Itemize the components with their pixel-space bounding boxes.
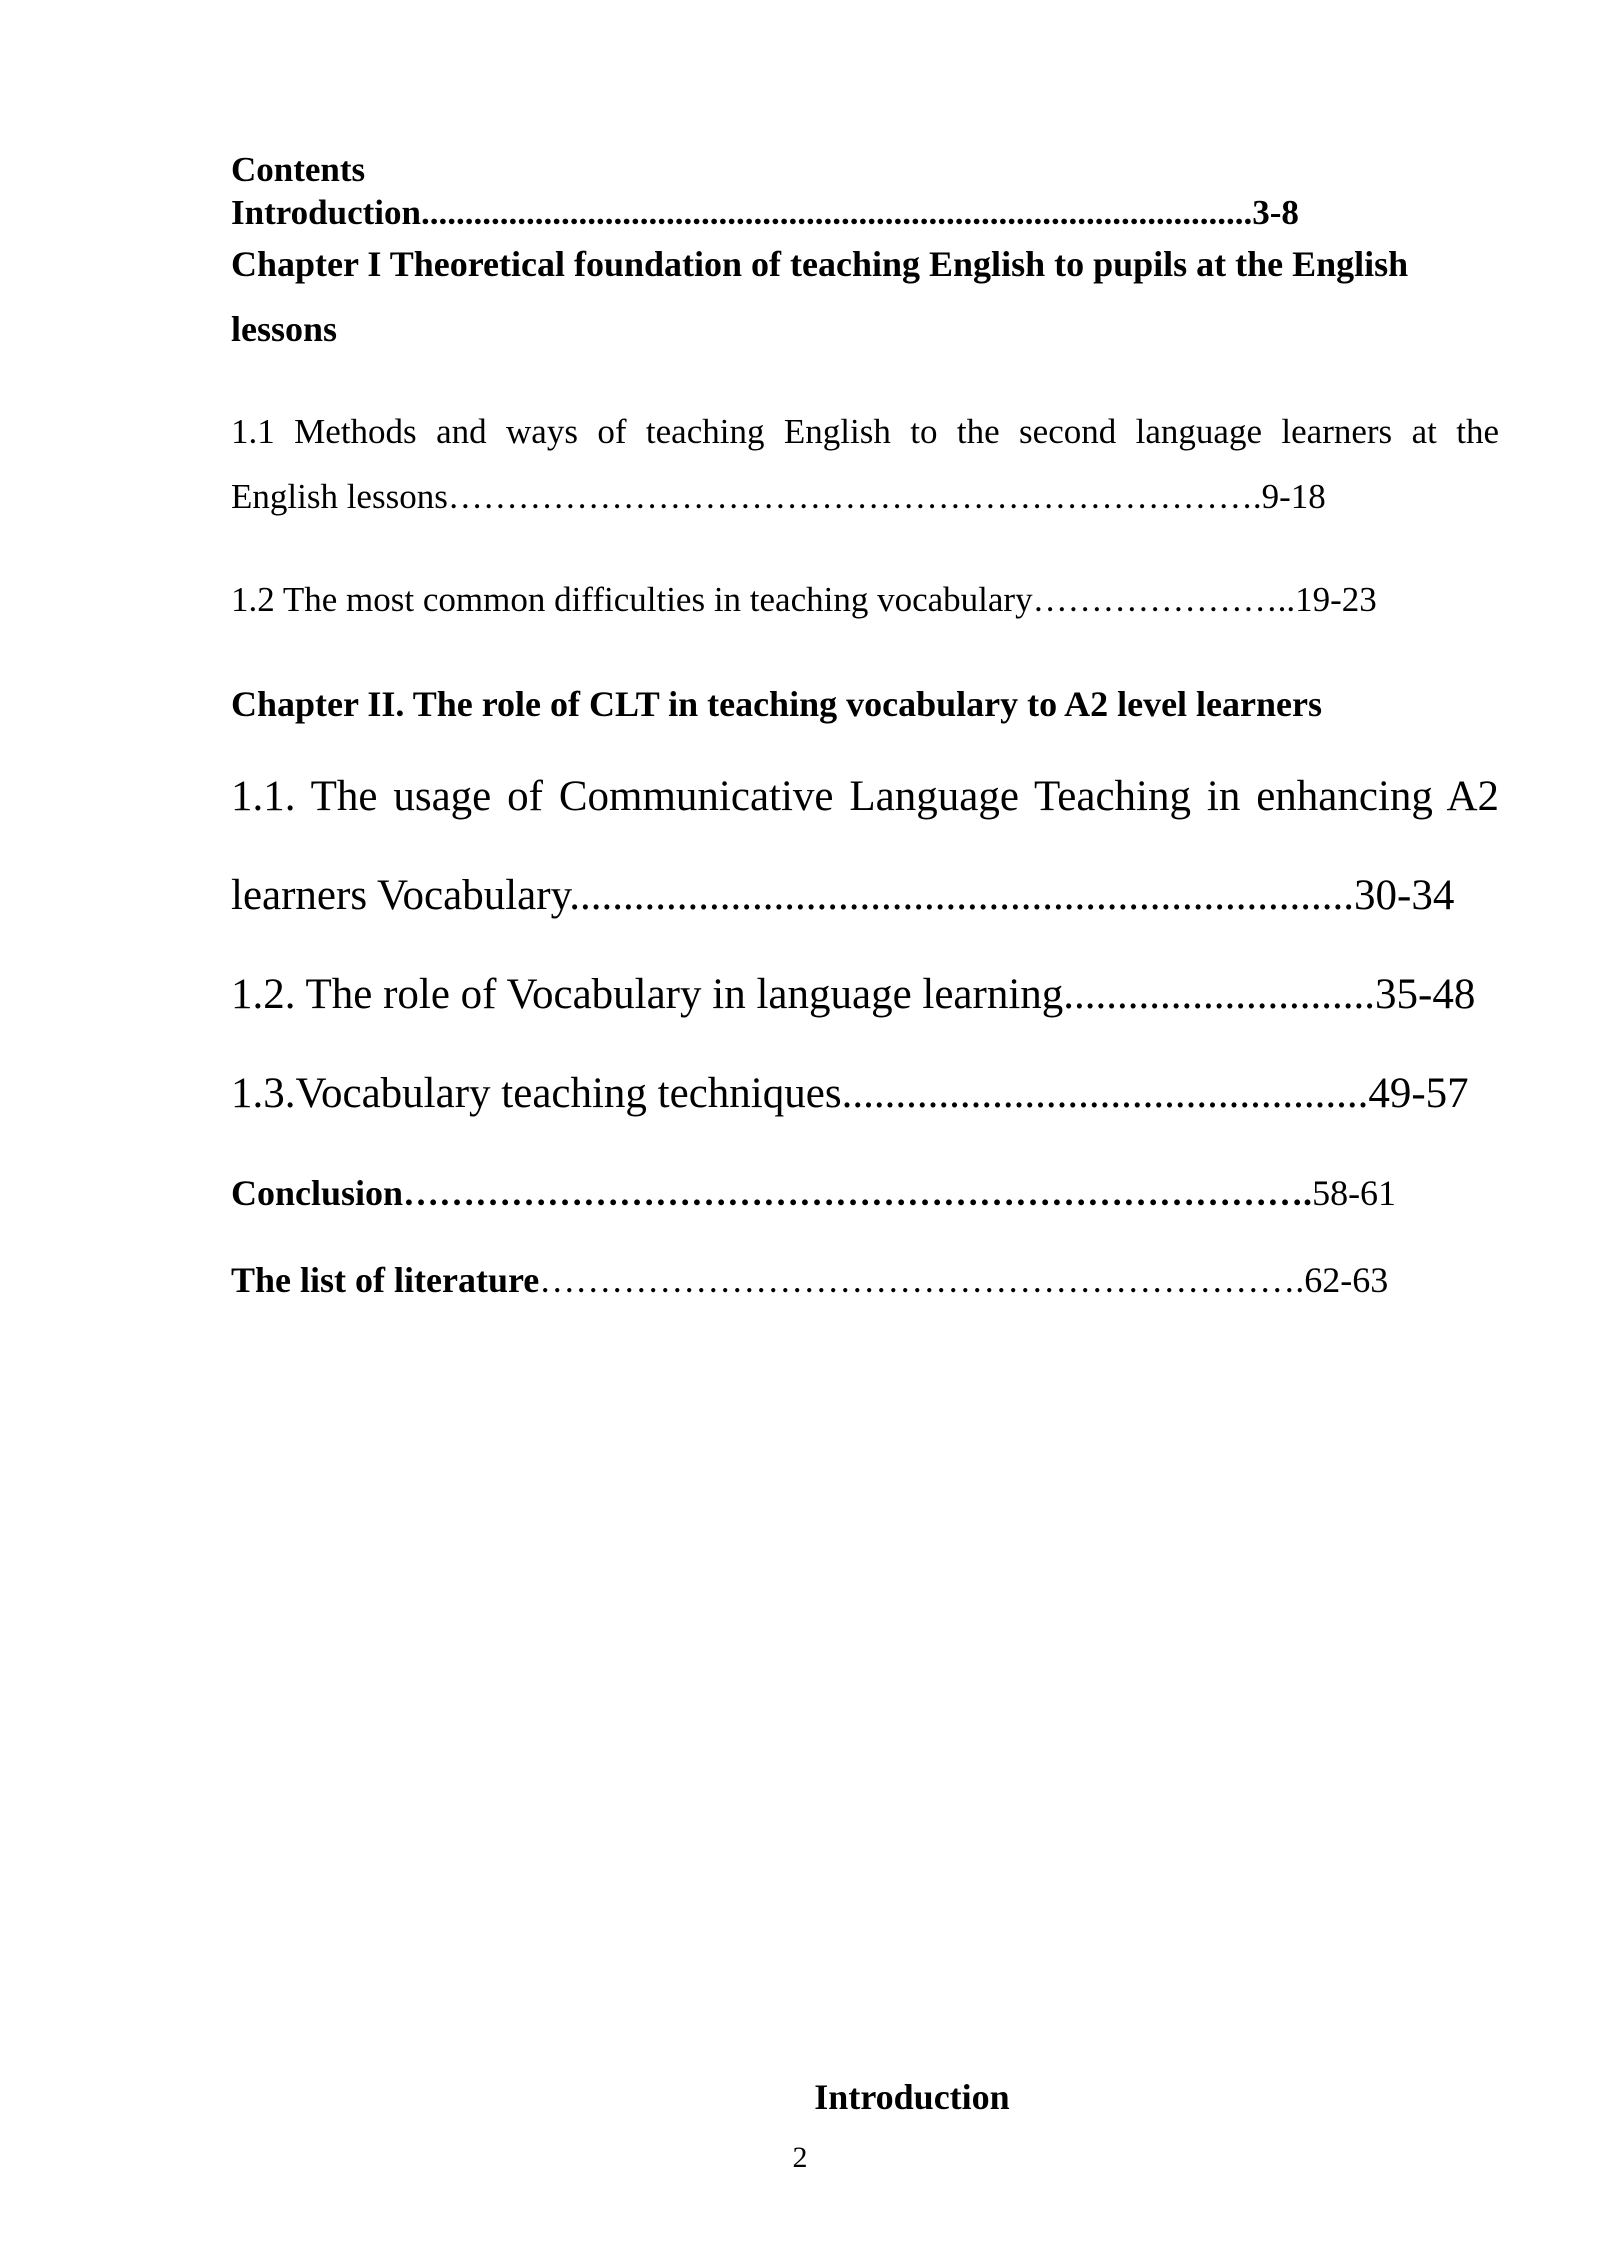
conclusion-pages: 58-61 bbox=[1312, 1173, 1397, 1213]
toc-section-1-1-line-1: 1.1 Methods and ways of teaching English to the second language learners at the bbox=[231, 412, 1499, 451]
toc-chapter-1-line-2: lessons bbox=[231, 309, 338, 349]
toc-chapter-2-section-1-1-line-2: learners Vocabulary.........................................................................30-34 bbox=[231, 872, 1455, 919]
toc-chapter-2-section-1-3: 1.3.Vocabulary teaching techniques.................................................49-57 bbox=[231, 1070, 1469, 1117]
literature-pages: ……………………………………………………….62-63 bbox=[539, 1260, 1389, 1300]
toc-section-1-2: 1.2 The most common difficulties in teaching vocabulary…………………..19-23 bbox=[231, 580, 1377, 619]
next-section-heading: Introduction bbox=[814, 2077, 1010, 2117]
toc-entry-conclusion bbox=[231, 1172, 1396, 1214]
contents-title: Contents bbox=[231, 150, 366, 189]
toc-chapter-1-line-1: Chapter I Theoretical foundation of teaching English to pupils at the English bbox=[231, 244, 1409, 284]
conclusion-label: Conclusion…………………………………………………………………. bbox=[231, 1173, 1313, 1213]
literature-label: The list of literature bbox=[231, 1260, 540, 1300]
page-number: 2 bbox=[792, 2141, 808, 2174]
toc-chapter-2-section-1-1-line-1: 1.1. The usage of Communicative Language Teaching in enhancing A2 bbox=[231, 773, 1499, 820]
toc-entry-literature bbox=[231, 1259, 1388, 1301]
toc-chapter-2: Chapter II. The role of CLT in teaching vocabulary to A2 level learners bbox=[231, 684, 1323, 724]
toc-entry-introduction: Introduction...............................................................................................3-8 bbox=[231, 193, 1299, 232]
toc-section-1-1-line-2: English lessons…………………………………………………………….9-18 bbox=[231, 477, 1326, 516]
toc-chapter-2-section-1-2: 1.2. The role of Vocabulary in language learning.............................35-48 bbox=[231, 971, 1476, 1018]
